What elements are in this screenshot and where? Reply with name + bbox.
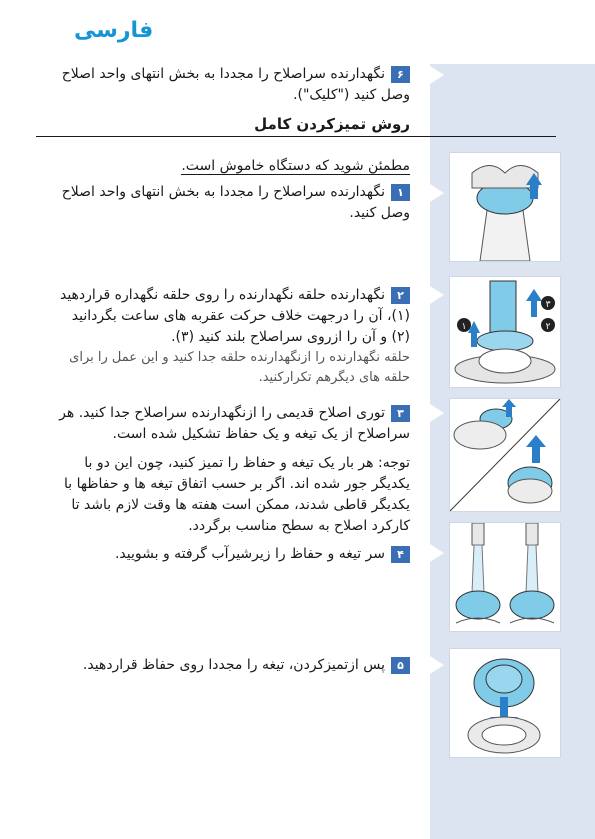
- illustration-rinse: [449, 522, 561, 632]
- step-3-note: توجه: هر بار یک تیغه و حفاظ را تمیز کنید، چون این دو با یکدیگر جور شده اند. اگر بر حسب اتفاق تیغه ها و حفاظها با یکدیگر قاطی شدند، ممکن است هفته ها وقت لازم باشد تا کارکرد اصلاح به سطح مناسب برگردد.: [64, 455, 410, 534]
- label-1: ۱: [461, 322, 467, 332]
- step-1-text: نگهدارنده سراصلاح را مجددا به بخش انتهای واحد اصلاح وصل کنید.: [61, 184, 410, 221]
- step-1: [50, 182, 410, 224]
- divider: [36, 136, 556, 137]
- pointer-arrow: [430, 656, 444, 674]
- step-3: [50, 403, 410, 537]
- step-2-subtext: حلقه نگهدارنده را ازنگهدارنده حلقه جدا کنید و این عمل را برای حلقه های دیگرهم تکرارکنید.: [69, 350, 410, 385]
- intro-text: [50, 156, 410, 177]
- step-4: [50, 544, 410, 565]
- pointer-arrow: [430, 184, 444, 202]
- step-number-6: ۶: [391, 66, 410, 83]
- step-number-4: ۴: [391, 546, 410, 563]
- step-5: [50, 655, 410, 676]
- step-6-text: نگهدارنده سراصلاح را مجددا به بخش انتهای واحد اصلاح وصل کنید ("کلیک").: [61, 66, 410, 103]
- label-3: ۳: [545, 300, 551, 310]
- illustration-reassemble: [449, 648, 561, 758]
- step-number-3: ۳: [391, 405, 410, 422]
- illustration-remove-ring: [449, 276, 561, 388]
- step-number-1: ۱: [391, 184, 410, 201]
- step-6: [50, 64, 410, 106]
- label-2: ۲: [545, 322, 551, 332]
- section-heading: روش تمیزکردن کامل: [254, 115, 410, 133]
- step-2-text: نگهدارنده حلقه نگهدارنده را روی حلقه نگهداره قراردهید (۱)، آن را درجهت خلاف حرکت عقربه های ساعت بگردانید (۲) و آن را ازروی سراصلاح بلند کنید (۳).: [59, 287, 410, 345]
- pointer-arrow: [430, 286, 444, 304]
- step-4-text: سر تیغه و حفاظ را زیرشیرآب گرفته و بشویید.: [114, 546, 385, 562]
- intro-line: مطمئن شوید که دستگاه خاموش است.: [181, 158, 410, 174]
- pointer-arrow: [430, 404, 444, 422]
- illustration-attach-holder: [449, 152, 561, 262]
- step-number-5: ۵: [391, 657, 410, 674]
- pointer-arrow: [430, 544, 444, 562]
- step-number-2: ۲: [391, 287, 410, 304]
- language-title: فارسی: [74, 18, 154, 43]
- step-5-text: پس ازتمیزکردن، تیغه را مجددا روی حفاظ قراردهید.: [82, 657, 385, 673]
- step-2: [50, 285, 410, 388]
- step-3-text: توری اصلاح قدیمی را ازنگهدارنده سراصلاح جدا کنید. هر سراصلاح از یک تیغه و یک حفاظ تشکیل شده است.: [59, 405, 410, 442]
- illustration-separate-blade: [449, 398, 561, 512]
- pointer-arrow: [430, 66, 444, 84]
